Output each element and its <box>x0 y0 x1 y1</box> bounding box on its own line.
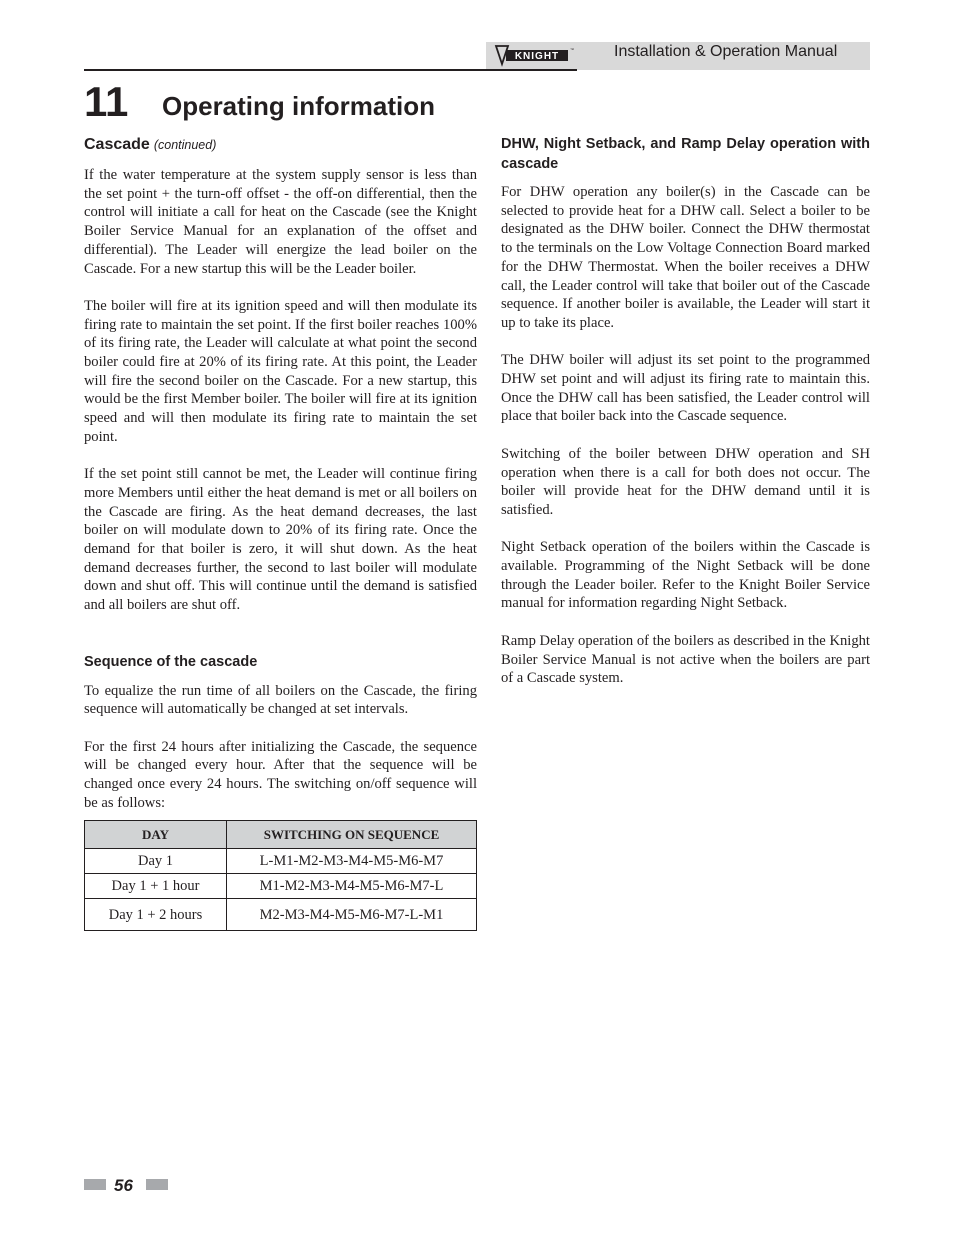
paragraph: The DHW boiler will adjust its set point to the programmed DHW set point and will adjust its firing rate to maintain this. Once the DHW call has been satisfied, the Leader control will place that boiler back into the Cascade sequence. <box>501 352 870 425</box>
left-column <box>84 134 477 931</box>
table-cell-sequence: L-M1-M2-M3-M4-M5-M6-M7 <box>227 849 477 874</box>
page-number: 56 <box>114 1176 133 1195</box>
table-row <box>85 899 477 931</box>
chapter-title: Operating information <box>162 91 435 121</box>
footer-bar-left <box>84 1179 106 1190</box>
paragraph: The boiler will fire at its ignition speed and will then modulate its firing rate to maintain the set point. If the first boiler reaches 100% of its firing rate, the Leader will calculate at what point the second boiler could fire at 20% of its firing rate. At this point, the Leader will fire the second boiler on the Cascade. For a new startup, this would be the first Member boiler. The boiler will fire at its ignition speed and will then modulate its firing rate to maintain the set point. <box>84 297 477 445</box>
footer-bar-right <box>146 1179 168 1190</box>
chapter-number: 11 <box>84 78 129 125</box>
table-cell-day: Day 1 + 1 hour <box>85 874 227 899</box>
paragraph: For the first 24 hours after initializing the Cascade, the sequence will be changed every hour. After that the sequence will be changed once every 24 hours. The switching on/off sequence will be as follows: <box>84 738 477 811</box>
table-header-sequence: SWITCHING ON SEQUENCE <box>227 821 477 849</box>
table-cell-day: Day 1 <box>85 849 227 874</box>
right-column <box>501 134 870 707</box>
paragraph: Switching of the boiler between DHW operation and SH operation when there is a call for both does not occur. The boiler will provide heat for the DHW demand until it is satisfied. <box>501 445 870 518</box>
dhw-section-title: DHW, Night Setback, and Ramp Delay operation with cascade <box>501 136 870 172</box>
paragraph: If the set point still cannot be met, the Leader will continue firing more Members until either the heat demand is met or all boilers on the Cascade are firing. As the heat demand decreases, the last boiler on will modulate down to 20% of its firing rate. Once the demand for that boiler is zero, it will shut down. As the heat demand decreases further, the second to last boiler will modulate down and shut off. This will continue until the demand is satisfied and all boilers are shut off. <box>84 466 477 614</box>
spacer <box>84 634 477 652</box>
table-cell-day: Day 1 + 2 hours <box>85 899 227 931</box>
table-row <box>85 874 477 899</box>
section-continued: (continued) <box>153 138 217 152</box>
paragraph: Ramp Delay operation of the boilers as described in the Knight Boiler Service Manual is not active when the boilers are part of a Cascade system. <box>501 632 870 687</box>
sequence-title: Sequence of the cascade <box>84 653 258 670</box>
svg-text:KNIGHT: KNIGHT <box>514 51 560 62</box>
paragraph: If the water temperature at the system supply sensor is less than the set point + the turn-off offset - the off-on differential, then the control will initiate a call for heat on the Cascade (see the Knight Boiler Service Manual for an explanation of the offset and differential). The Leader will energize the lead boiler on the Cascade. For a new startup this will be the Leader boiler. <box>84 167 477 277</box>
header-rule <box>84 69 577 71</box>
table-header-day: DAY <box>85 821 227 849</box>
manual-title: Installation & Operation Manual <box>614 43 838 60</box>
svg-text:™: ™ <box>570 47 574 52</box>
paragraph: To equalize the run time of all boilers on the Cascade, the firing sequence will automatically be changed at set intervals. <box>84 682 477 718</box>
section-title-text: Cascade <box>84 136 150 153</box>
table-cell-sequence: M1-M2-M3-M4-M5-M6-M7-L <box>227 874 477 899</box>
table-cell-sequence: M2-M3-M4-M5-M6-M7-L-M1 <box>227 899 477 931</box>
paragraph: Night Setback operation of the boilers within the Cascade is available. Programming of the Night Setback will be done through the Leader boiler. Refer to the Knight Boiler Service manual for information regarding Night Setback. <box>501 539 870 612</box>
knight-logo <box>492 42 576 70</box>
paragraph: For DHW operation any boiler(s) in the Cascade can be selected to provide heat for a DHW call. Select a boiler to be designated as the DHW boiler. Connect the DHW thermostat to the terminals on the Low Voltage Connection Board marked for the DHW Thermostat. When the boiler receives a DHW call, the Leader control will take that boiler out of the Cascade sequence. If another boiler is available, the Leader will start it up to take its place. <box>501 184 870 331</box>
section-title <box>84 134 477 156</box>
table-header-row <box>85 821 477 849</box>
table-row <box>85 849 477 874</box>
sequence-table <box>84 820 477 931</box>
